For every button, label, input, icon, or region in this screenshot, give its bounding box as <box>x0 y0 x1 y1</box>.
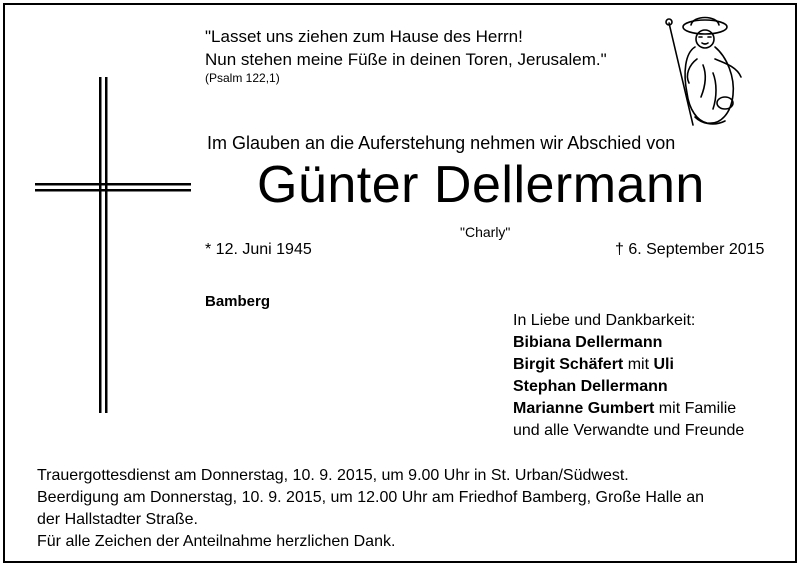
psalm-quote <box>205 25 607 86</box>
family-member-partner: Uli <box>653 356 674 373</box>
family-connector: mit <box>623 356 654 373</box>
family-closing: und alle Verwandte und Freunde <box>513 422 745 439</box>
family-member: Birgit Schäfert <box>513 356 624 373</box>
family-member: Stephan Dellermann <box>513 378 668 395</box>
family-member: Marianne Gumbert <box>513 400 655 417</box>
deceased-name: Günter Dellermann <box>257 156 705 214</box>
family-signatures <box>513 310 744 442</box>
family-member-row <box>513 398 744 420</box>
quote-source: (Psalm 122,1) <box>205 71 280 85</box>
family-member-row <box>513 354 744 376</box>
service-line: Beerdigung am Donnerstag, 10. 9. 2015, um 12.00 Uhr am Friedhof Bamberg, Große Halle an <box>37 489 705 506</box>
service-line: der Hallstadter Straße. <box>37 511 198 528</box>
quote-line-2: Nun stehen meine Füße in deinen Toren, Jerusalem." <box>205 50 607 69</box>
death-date: † 6. September 2015 <box>615 241 765 258</box>
quote-line-1: "Lasset uns ziehen zum Hause des Herrn! <box>205 27 523 46</box>
service-line: Trauergottesdienst am Donnerstag, 10. 9. 2015, um 9.00 Uhr in St. Urban/Südwest. <box>37 467 629 484</box>
obituary-notice <box>3 3 797 563</box>
family-member: Bibiana Dellermann <box>513 334 663 351</box>
cross-icon <box>35 77 191 413</box>
birth-date: * 12. Juni 1945 <box>205 241 312 258</box>
service-details <box>37 465 704 553</box>
thanks-line: Für alle Zeichen der Anteilnahme herzlichen Dank. <box>37 533 396 550</box>
pilgrim-figure-icon <box>655 13 745 131</box>
intro-text: Im Glauben an die Auferstehung nehmen wir Abschied von <box>207 133 676 153</box>
city: Bamberg <box>205 293 271 310</box>
nickname: "Charly" <box>460 224 511 240</box>
family-heading: In Liebe und Dankbarkeit: <box>513 312 696 329</box>
family-suffix: mit Familie <box>654 400 737 417</box>
